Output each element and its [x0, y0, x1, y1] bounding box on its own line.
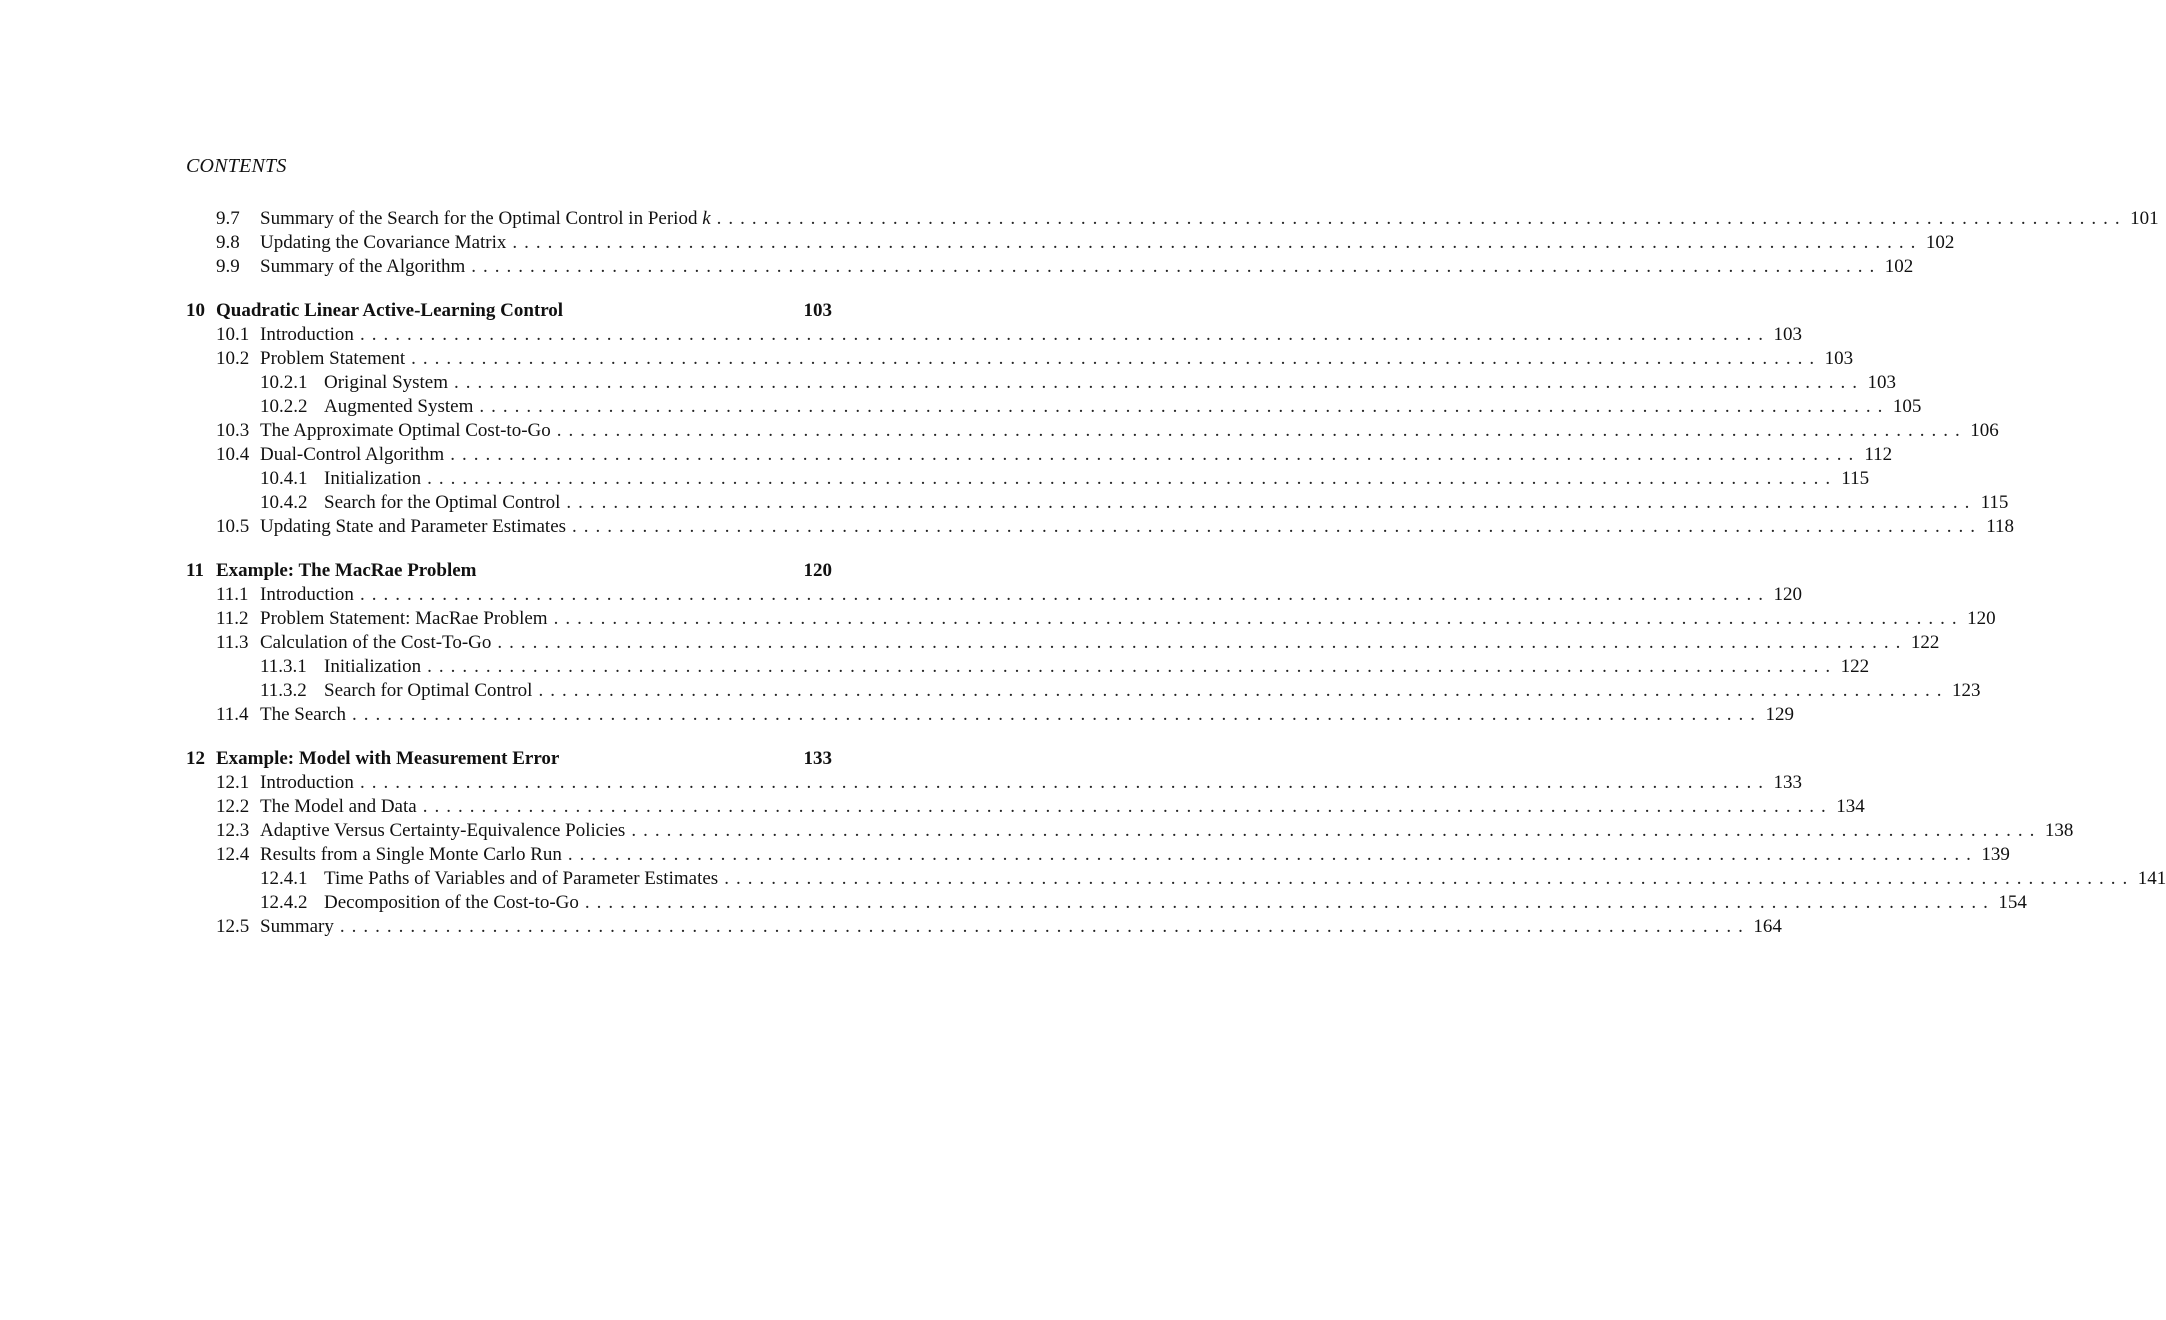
toc-page-number: 115 — [1841, 468, 1870, 489]
dot-leader: ........................................................................................................................ — [359, 584, 1770, 605]
toc-page-number: 133 — [1773, 772, 1802, 793]
toc-subsection-entry[interactable] — [186, 467, 1870, 491]
toc-entry-number: 11.3.2 — [260, 680, 307, 701]
toc-entry-number: 12.1 — [216, 772, 250, 793]
dot-leader: ........................................................................................................................ — [471, 256, 1882, 277]
toc-page-number: 103 — [1773, 324, 1802, 345]
toc-entry-number: 11.1 — [216, 584, 249, 605]
toc-entry-title: Summary of the Algorithm — [260, 256, 466, 277]
toc-section-entry[interactable] — [186, 583, 1802, 607]
dot-leader: ........................................................................................................................ — [556, 420, 1967, 441]
dot-leader: ........................................................................................................................ — [351, 704, 1762, 725]
dot-leader: ........................................................................................................................ — [553, 608, 1964, 629]
dot-leader: ........................................................................................................................ — [339, 916, 1750, 937]
toc-page-number: 138 — [2044, 820, 2074, 841]
dot-leader: ........................................................................................................................ — [450, 444, 1861, 465]
toc-entry-title: Updating State and Parameter Estimates — [260, 516, 567, 537]
toc-page-number: 123 — [1951, 680, 1981, 701]
toc-entry-number: 9.7 — [216, 208, 240, 229]
toc-page-number: 102 — [1925, 232, 1955, 253]
toc-entry-number: 12.5 — [216, 916, 250, 937]
toc-chapter-entry[interactable] — [186, 559, 832, 583]
dot-leader: ........................................................................................................................ — [566, 492, 1977, 513]
toc-entry-title: Results from a Single Monte Carlo Run — [260, 844, 562, 865]
toc-entry-title: The Model and Data — [260, 796, 417, 817]
toc-entry-number: 10.4 — [216, 444, 250, 465]
toc-page-number: 120 — [803, 560, 832, 581]
toc-section-entry[interactable] — [186, 419, 1999, 443]
toc-page-number: 164 — [1753, 916, 1782, 937]
toc-page-number: 134 — [1836, 796, 1865, 817]
toc-page-number: 122 — [1840, 656, 1870, 677]
toc-page-number: 118 — [1986, 516, 2015, 537]
toc-entry-title: Introduction — [260, 324, 354, 345]
toc-entry-title: Augmented System — [324, 396, 474, 417]
dot-leader: ........................................................................................................................ — [411, 348, 1822, 369]
toc-entry-title: Initialization — [324, 656, 422, 677]
toc-page-number: 133 — [803, 748, 832, 769]
dot-leader: ........................................................................................................................ — [538, 680, 1949, 701]
toc-section-entry[interactable] — [186, 703, 1794, 727]
dot-leader: ........................................................................................................................ — [479, 396, 1890, 417]
toc-entry-number: 12.4.1 — [260, 868, 308, 889]
toc-section-entry[interactable] — [186, 323, 1802, 347]
toc-page-number: 129 — [1765, 704, 1794, 725]
toc-entry-title: Calculation of the Cost-To-Go — [260, 632, 492, 653]
toc-entry-number: 10.2.1 — [260, 372, 308, 393]
toc-page-number: 120 — [1773, 584, 1802, 605]
toc-chapter-entry[interactable] — [186, 747, 832, 771]
toc-entry-title: Search for Optimal Control — [324, 680, 533, 701]
toc-subsection-entry[interactable] — [186, 867, 2166, 891]
toc-entry-number: 10.2.2 — [260, 396, 308, 417]
toc-entry-number: 10.4.1 — [260, 468, 308, 489]
toc-chapter-entry[interactable] — [186, 299, 832, 323]
table-of-contents — [186, 207, 2166, 939]
dot-leader: ........................................................................................................................ — [567, 844, 1978, 865]
toc-section-entry[interactable] — [186, 771, 1802, 795]
toc-page-number: 103 — [1867, 372, 1897, 393]
toc-entry-title: Initialization — [324, 468, 422, 489]
toc-entry-title: Introduction — [260, 584, 354, 605]
toc-page-number: 120 — [1967, 608, 1996, 629]
toc-page-number: 139 — [1981, 844, 2010, 865]
toc-section-entry[interactable] — [186, 607, 1996, 631]
toc-subsection-entry[interactable] — [186, 491, 2009, 515]
toc-entry-number: 10 — [186, 300, 205, 321]
toc-entry-title: Updating the Covariance Matrix — [260, 232, 507, 253]
toc-page-number: 154 — [1998, 892, 2027, 913]
dot-leader: ........................................................................................................................ — [512, 232, 1923, 253]
toc-entry-number: 12.2 — [216, 796, 250, 817]
toc-entry-title: Time Paths of Variables and of Parameter Estimates — [324, 868, 719, 889]
toc-entry-title: Example: The MacRae Problem — [216, 560, 477, 581]
toc-subsection-entry[interactable] — [186, 655, 1870, 679]
toc-entry-number: 12.3 — [216, 820, 250, 841]
toc-entry-number: 11.3.1 — [260, 656, 307, 677]
toc-section-entry[interactable] — [186, 915, 1782, 939]
dot-leader: ........................................................................................................................ — [497, 632, 1908, 653]
toc-section-entry[interactable] — [186, 255, 1914, 279]
toc-entry-title: Problem Statement — [260, 348, 406, 369]
toc-entry-number: 12.4 — [216, 844, 250, 865]
dot-leader: ........................................................................................................................ — [454, 372, 1865, 393]
toc-subsection-entry[interactable] — [186, 891, 2027, 915]
dot-leader: ........................................................................................................................ — [572, 516, 1983, 537]
toc-section-entry[interactable] — [186, 231, 1955, 255]
toc-entry-title: The Search — [260, 704, 346, 725]
toc-entry-title: The Approximate Optimal Cost-to-Go — [260, 420, 551, 441]
toc-entry-number: 10.4.2 — [260, 492, 308, 513]
toc-entry-number: 11.2 — [216, 608, 249, 629]
toc-page-number: 105 — [1892, 396, 1922, 417]
toc-page-number: 141 — [2137, 868, 2166, 889]
toc-section-entry[interactable] — [186, 207, 2159, 231]
toc-entry-title: Introduction — [260, 772, 354, 793]
dot-leader: ........................................................................................................................ — [359, 772, 1770, 793]
toc-section-entry[interactable] — [186, 443, 1893, 467]
toc-entry-title: Search for the Optimal Control — [324, 492, 561, 513]
toc-page-number: 106 — [1970, 420, 1999, 441]
toc-page-number: 101 — [2130, 208, 2159, 229]
toc-page-number: 112 — [1864, 444, 1893, 465]
toc-page-number: 122 — [1910, 632, 1940, 653]
toc-entry-title: Adaptive Versus Certainty-Equivalence Policies — [260, 820, 626, 841]
toc-section-entry[interactable] — [186, 515, 2015, 539]
toc-entry-number: 12.4.2 — [260, 892, 308, 913]
toc-entry-number: 12 — [186, 748, 205, 769]
toc-page-number: 115 — [1980, 492, 2009, 513]
dot-leader: ........................................................................................................................ — [724, 868, 2135, 889]
toc-entry-number: 9.8 — [216, 232, 240, 253]
toc-entry-number: 11.3 — [216, 632, 249, 653]
toc-section-entry[interactable] — [186, 819, 2074, 843]
dot-leader: ........................................................................................................................ — [716, 208, 2127, 229]
toc-entry-title: Problem Statement: MacRae Problem — [260, 608, 548, 629]
toc-subsection-entry[interactable] — [186, 371, 1897, 395]
toc-entry-title: Summary of the Search for the Optimal Control in Period k — [260, 208, 711, 229]
toc-entry-number: 11.4 — [216, 704, 249, 725]
toc-entry-number: 11 — [186, 560, 204, 581]
toc-section-entry[interactable] — [186, 795, 1865, 819]
toc-entry-number: 9.9 — [216, 256, 240, 277]
dot-leader: ........................................................................................................................ — [427, 656, 1838, 677]
toc-page-number: 103 — [803, 300, 832, 321]
dot-leader: ........................................................................................................................ — [422, 796, 1833, 817]
toc-entry-number: 10.3 — [216, 420, 250, 441]
toc-entry-number: 10.2 — [216, 348, 250, 369]
toc-section-entry[interactable] — [186, 347, 1854, 371]
toc-entry-title: Decomposition of the Cost-to-Go — [324, 892, 579, 913]
toc-entry-number: 10.1 — [216, 324, 250, 345]
running-head: CONTENTS — [186, 155, 287, 177]
toc-subsection-entry[interactable] — [186, 395, 1922, 419]
toc-subsection-entry[interactable] — [186, 679, 1981, 703]
toc-entry-number: 10.5 — [216, 516, 250, 537]
toc-page-number: 103 — [1824, 348, 1854, 369]
toc-entry-title: Example: Model with Measurement Error — [216, 748, 560, 769]
toc-section-entry[interactable] — [186, 843, 2010, 867]
dot-leader: ........................................................................................................................ — [584, 892, 1995, 913]
toc-entry-title: Summary — [260, 916, 334, 937]
dot-leader: ........................................................................................................................ — [427, 468, 1838, 489]
dot-leader: ........................................................................................................................ — [359, 324, 1770, 345]
toc-entry-title: Original System — [324, 372, 449, 393]
toc-section-entry[interactable] — [186, 631, 1940, 655]
toc-page-number: 102 — [1884, 256, 1914, 277]
toc-entry-title: Dual-Control Algorithm — [260, 444, 445, 465]
dot-leader: ........................................................................................................................ — [631, 820, 2042, 841]
toc-entry-title: Quadratic Linear Active-Learning Control — [216, 300, 564, 321]
